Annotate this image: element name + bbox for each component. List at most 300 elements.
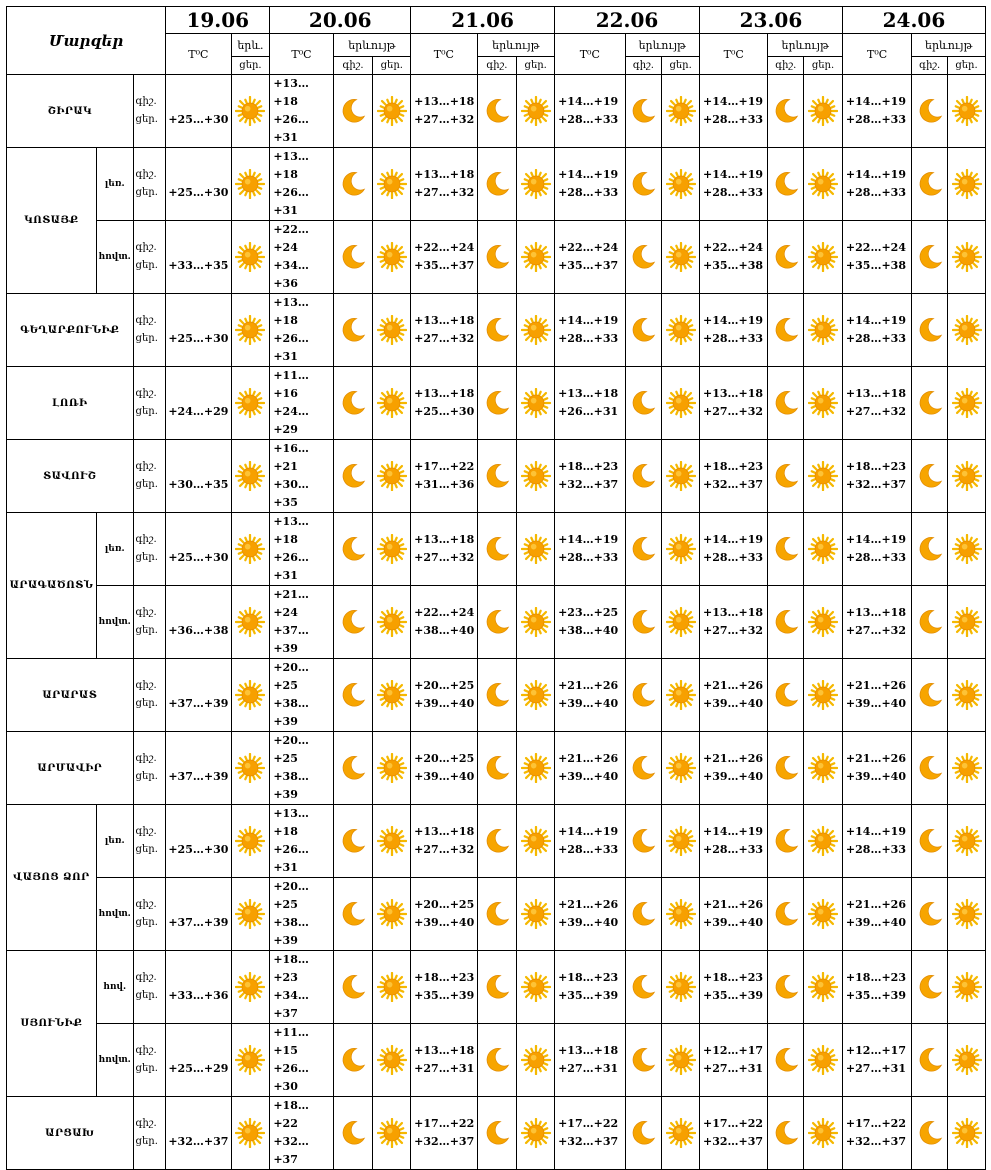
day-temperature: +24…+29 xyxy=(273,405,309,436)
day-temperature: +38…+40 xyxy=(558,624,619,637)
moon-icon xyxy=(912,243,947,271)
sun-icon xyxy=(948,315,985,345)
night-temperature: +17…+22 xyxy=(558,1117,619,1130)
temperature-cell xyxy=(555,148,625,221)
day-weather-cell xyxy=(373,732,411,805)
temp-header: T⁰C xyxy=(842,34,911,75)
night-temperature: +22…+24 xyxy=(703,241,764,254)
temperature-cell xyxy=(411,75,477,148)
day-temperature: +38…+39 xyxy=(273,697,309,728)
moon-icon xyxy=(478,754,517,782)
day-weather-cell xyxy=(804,440,843,513)
night-weather-cell xyxy=(768,75,804,148)
day-weather-cell xyxy=(948,805,986,878)
night-weather-cell xyxy=(477,878,517,951)
night-temperature: +14…+19 xyxy=(845,168,906,181)
day-weather-cell xyxy=(373,805,411,878)
moon-icon xyxy=(626,1046,662,1074)
night-weather-cell xyxy=(477,440,517,513)
sun-icon xyxy=(517,680,554,710)
sun-icon xyxy=(373,607,410,637)
day-header: ցեր. xyxy=(662,57,700,75)
night-temperature: +12…+17 xyxy=(703,1044,764,1057)
day-label: ցեր. xyxy=(135,990,158,1001)
temperature-cell xyxy=(700,1097,768,1170)
day-temperature: +27…+32 xyxy=(414,843,475,856)
night-weather-cell xyxy=(912,878,948,951)
moon-icon xyxy=(626,608,662,636)
night-temperature: +13…+18 xyxy=(414,825,475,838)
temperature-range: +25…+30 xyxy=(166,148,231,221)
night-temperature: +17…+22 xyxy=(845,1117,906,1130)
day-weather-cell xyxy=(231,75,270,148)
temperature-cell xyxy=(270,221,333,294)
day-temperature: +35…+37 xyxy=(414,259,475,272)
temperature-cell xyxy=(270,367,333,440)
temperature-cell xyxy=(700,805,768,878)
day-weather-cell xyxy=(373,75,411,148)
day-weather-cell xyxy=(948,513,986,586)
table-row xyxy=(7,586,986,659)
day-label: ցեր. xyxy=(135,479,158,490)
day-temperature: +28…+33 xyxy=(558,551,619,564)
moon-icon xyxy=(334,243,373,271)
day-weather-cell xyxy=(804,1024,843,1097)
day-weather-cell xyxy=(373,367,411,440)
temperature-cell xyxy=(555,75,625,148)
day-weather-cell xyxy=(948,586,986,659)
night-weather-cell xyxy=(912,294,948,367)
day-weather-cell xyxy=(662,221,700,294)
day-temperature: +35…+37 xyxy=(558,259,619,272)
day-weather-cell xyxy=(373,951,411,1024)
day-weather-cell xyxy=(231,732,270,805)
temperature-cell xyxy=(842,1024,911,1097)
temperature-cell xyxy=(842,513,911,586)
night-temperature: +21…+26 xyxy=(845,752,906,765)
temperature-cell xyxy=(700,440,768,513)
day-weather-cell xyxy=(948,221,986,294)
sun-icon xyxy=(804,1118,842,1148)
night-weather-cell xyxy=(477,148,517,221)
day-temperature: +27…+31 xyxy=(558,1062,619,1075)
sun-icon xyxy=(373,972,410,1002)
phenomenon-header: երևույթ xyxy=(477,34,555,57)
day-temperature: +26…+31 xyxy=(273,332,309,363)
temperature-cell xyxy=(700,732,768,805)
moon-icon xyxy=(478,827,517,855)
night-header: գիշ. xyxy=(477,57,517,75)
day-temperature: +39…+40 xyxy=(414,916,475,929)
night-weather-cell xyxy=(912,732,948,805)
sun-icon xyxy=(232,826,270,856)
moon-icon xyxy=(626,243,662,271)
sun-icon xyxy=(232,461,270,491)
day-temperature: +28…+33 xyxy=(703,186,764,199)
moon-icon xyxy=(912,1046,947,1074)
day-temperature: +38…+39 xyxy=(273,770,309,801)
day-header: ցեր. xyxy=(231,57,270,75)
sun-icon xyxy=(517,753,554,783)
temperature-cell xyxy=(842,805,911,878)
sun-icon xyxy=(662,388,699,418)
night-temperature: +22…+24 xyxy=(414,241,475,254)
subregion-label: հով. xyxy=(96,951,133,1024)
day-temperature: +28…+33 xyxy=(845,843,906,856)
night-label: գիշ. xyxy=(135,169,157,180)
day-temperature: +28…+33 xyxy=(558,843,619,856)
day-weather-cell xyxy=(373,1097,411,1170)
night-temperature: +21…+26 xyxy=(703,752,764,765)
night-weather-cell xyxy=(477,294,517,367)
day-temperature: +39…+40 xyxy=(703,770,764,783)
table-header xyxy=(7,7,986,75)
moon-icon xyxy=(768,316,803,344)
date-header: 19.06 xyxy=(166,7,270,34)
day-label: ցեր. xyxy=(135,1136,158,1147)
temperature-cell xyxy=(411,1097,477,1170)
day-weather-cell xyxy=(948,878,986,951)
day-temperature: +27…+32 xyxy=(703,405,764,418)
moon-icon xyxy=(912,973,947,1001)
night-weather-cell xyxy=(912,951,948,1024)
night-temperature: +13…+18 xyxy=(273,807,309,838)
moon-icon xyxy=(334,1119,373,1147)
temperature-cell xyxy=(555,1024,625,1097)
day-weather-cell xyxy=(804,805,843,878)
moon-icon xyxy=(626,827,662,855)
sun-icon xyxy=(232,534,270,564)
temperature-cell xyxy=(270,659,333,732)
night-temperature: +13…+18 xyxy=(558,1044,619,1057)
day-temperature: +38…+40 xyxy=(414,624,475,637)
day-weather-cell xyxy=(948,440,986,513)
sun-icon xyxy=(517,388,554,418)
period-labels xyxy=(133,221,166,294)
night-label: գիշ. xyxy=(135,315,157,326)
temperature-cell xyxy=(555,1097,625,1170)
sun-icon xyxy=(232,169,270,199)
sun-icon xyxy=(804,461,842,491)
day-weather-cell xyxy=(948,732,986,805)
sun-icon xyxy=(373,1118,410,1148)
day-header: ցեր. xyxy=(948,57,986,75)
temperature-cell xyxy=(411,513,477,586)
night-temperature: +18…+23 xyxy=(273,953,309,984)
temperature-cell xyxy=(555,586,625,659)
day-weather-cell xyxy=(662,148,700,221)
temperature-cell xyxy=(270,878,333,951)
day-weather-cell xyxy=(231,513,270,586)
day-temperature: +28…+33 xyxy=(845,186,906,199)
night-weather-cell xyxy=(625,805,662,878)
night-temperature: +13…+18 xyxy=(414,387,475,400)
night-temperature: +13…+18 xyxy=(558,387,619,400)
night-temperature: +14…+19 xyxy=(845,95,906,108)
night-weather-cell xyxy=(912,440,948,513)
night-label: գիշ. xyxy=(135,1118,157,1129)
temperature-cell xyxy=(842,75,911,148)
moon-icon xyxy=(334,535,373,563)
day-weather-cell xyxy=(662,367,700,440)
temperature-cell xyxy=(842,586,911,659)
temperature-cell xyxy=(411,148,477,221)
day-label: ցեր. xyxy=(135,771,158,782)
table-row xyxy=(7,75,986,148)
moon-icon xyxy=(478,973,517,1001)
sun-icon xyxy=(948,169,985,199)
moon-icon xyxy=(334,462,373,490)
temperature-cell xyxy=(700,659,768,732)
day-weather-cell xyxy=(373,878,411,951)
day-temperature: +31…+36 xyxy=(414,478,475,491)
day-weather-cell xyxy=(517,1024,555,1097)
night-weather-cell xyxy=(333,75,373,148)
moon-icon xyxy=(768,170,803,198)
sun-icon xyxy=(948,899,985,929)
day-weather-cell xyxy=(231,586,270,659)
temperature-cell xyxy=(842,1097,911,1170)
day-weather-cell xyxy=(662,1097,700,1170)
temperature-cell xyxy=(555,221,625,294)
temperature-cell xyxy=(555,367,625,440)
day-weather-cell xyxy=(804,294,843,367)
forecast-table xyxy=(6,6,986,1170)
moon-icon xyxy=(912,97,947,125)
sun-icon xyxy=(804,972,842,1002)
day-temperature: +27…+32 xyxy=(845,624,906,637)
day-temperature: +28…+33 xyxy=(845,332,906,345)
region-name: ԱՐԱՐԱՏ xyxy=(7,659,134,732)
day-temperature: +27…+31 xyxy=(703,1062,764,1075)
night-temperature: +13…+18 xyxy=(273,77,309,108)
period-labels xyxy=(133,440,166,513)
moon-icon xyxy=(626,900,662,928)
day-weather-cell xyxy=(662,1024,700,1097)
moon-icon xyxy=(626,97,662,125)
night-temperature: +20…+25 xyxy=(414,898,475,911)
night-temperature: +17…+22 xyxy=(414,460,475,473)
day-temperature: +32…+37 xyxy=(703,1135,764,1148)
moon-icon xyxy=(626,973,662,1001)
moon-icon xyxy=(334,316,373,344)
night-weather-cell xyxy=(912,367,948,440)
night-temperature: +14…+19 xyxy=(558,95,619,108)
region-name: ԱՐՑԱԽ xyxy=(7,1097,134,1170)
night-label: գիշ. xyxy=(135,461,157,472)
night-weather-cell xyxy=(333,367,373,440)
temperature-cell xyxy=(700,1024,768,1097)
temperature-range: +32…+37 xyxy=(166,1097,231,1170)
night-temperature: +13…+18 xyxy=(845,606,906,619)
night-temperature: +18…+23 xyxy=(845,460,906,473)
day-weather-cell xyxy=(517,440,555,513)
table-row xyxy=(7,732,986,805)
night-weather-cell xyxy=(477,367,517,440)
day-weather-cell xyxy=(373,294,411,367)
sun-icon xyxy=(948,242,985,272)
day-temperature: +30…+35 xyxy=(273,478,309,509)
table-row xyxy=(7,221,986,294)
day-temperature: +28…+33 xyxy=(703,113,764,126)
night-weather-cell xyxy=(625,1024,662,1097)
region-name: ՍՅՈՒՆԻՔ xyxy=(7,951,97,1097)
night-temperature: +14…+19 xyxy=(558,168,619,181)
temperature-cell xyxy=(270,805,333,878)
night-weather-cell xyxy=(477,951,517,1024)
day-weather-cell xyxy=(231,1024,270,1097)
night-temperature: +21…+26 xyxy=(703,679,764,692)
night-weather-cell xyxy=(768,367,804,440)
night-weather-cell xyxy=(625,951,662,1024)
temperature-range: +25…+29 xyxy=(166,1024,231,1097)
temperature-cell xyxy=(555,513,625,586)
night-weather-cell xyxy=(477,1097,517,1170)
night-temperature: +20…+25 xyxy=(273,880,309,911)
sun-icon xyxy=(373,753,410,783)
region-name: ԿՈՏԱՅՔ xyxy=(7,148,97,294)
date-header: 24.06 xyxy=(842,7,985,34)
night-weather-cell xyxy=(768,1024,804,1097)
sun-icon xyxy=(232,680,270,710)
moon-icon xyxy=(912,170,947,198)
temperature-range: +24…+29 xyxy=(166,367,231,440)
moon-icon xyxy=(478,170,517,198)
night-weather-cell xyxy=(333,513,373,586)
sun-icon xyxy=(948,534,985,564)
day-header: ցեր. xyxy=(804,57,843,75)
night-temperature: +14…+19 xyxy=(703,825,764,838)
sun-icon xyxy=(948,753,985,783)
day-weather-cell xyxy=(804,586,843,659)
night-temperature: +13…+18 xyxy=(273,515,309,546)
sun-icon xyxy=(662,826,699,856)
day-temperature: +34…+37 xyxy=(273,989,309,1020)
day-weather-cell xyxy=(662,878,700,951)
day-label: ցեր. xyxy=(135,625,158,636)
table-row xyxy=(7,1024,986,1097)
night-temperature: +13…+18 xyxy=(414,95,475,108)
day-weather-cell xyxy=(231,1097,270,1170)
sun-icon xyxy=(804,607,842,637)
sun-icon xyxy=(662,315,699,345)
temperature-cell xyxy=(700,367,768,440)
day-weather-cell xyxy=(662,440,700,513)
night-label: գիշ. xyxy=(135,388,157,399)
sun-icon xyxy=(517,242,554,272)
moon-icon xyxy=(478,462,517,490)
subregion-label: լեռ. xyxy=(96,805,133,878)
temperature-cell xyxy=(270,732,333,805)
moon-icon xyxy=(912,1119,947,1147)
day-label: ցեր. xyxy=(135,333,158,344)
sun-icon xyxy=(662,899,699,929)
temperature-cell xyxy=(555,951,625,1024)
sun-icon xyxy=(517,96,554,126)
sun-icon xyxy=(517,1118,554,1148)
sun-icon xyxy=(948,972,985,1002)
sun-icon xyxy=(517,169,554,199)
night-weather-cell xyxy=(333,805,373,878)
table-row xyxy=(7,440,986,513)
night-temperature: +18…+23 xyxy=(558,460,619,473)
sun-icon xyxy=(232,1118,270,1148)
sun-icon xyxy=(948,1118,985,1148)
temperature-cell xyxy=(700,148,768,221)
moon-icon xyxy=(626,462,662,490)
day-label: ցեր. xyxy=(135,698,158,709)
sun-icon xyxy=(373,315,410,345)
day-temperature: +32…+37 xyxy=(845,1135,906,1148)
moon-icon xyxy=(912,389,947,417)
temperature-cell xyxy=(411,294,477,367)
night-weather-cell xyxy=(912,659,948,732)
moon-icon xyxy=(768,97,803,125)
table-row xyxy=(7,805,986,878)
day-temperature: +27…+32 xyxy=(414,113,475,126)
night-weather-cell xyxy=(477,75,517,148)
temperature-cell xyxy=(700,75,768,148)
night-weather-cell xyxy=(768,732,804,805)
sun-icon xyxy=(804,899,842,929)
day-weather-cell xyxy=(517,294,555,367)
phenomenon-header: երև. xyxy=(231,34,270,57)
night-label: գիշ. xyxy=(135,1045,157,1056)
day-weather-cell xyxy=(231,148,270,221)
temperature-range: +25…+30 xyxy=(166,805,231,878)
night-temperature: +16…+21 xyxy=(273,442,309,473)
sun-icon xyxy=(232,315,270,345)
sun-icon xyxy=(373,826,410,856)
sun-icon xyxy=(373,1045,410,1075)
day-temperature: +26…+31 xyxy=(558,405,619,418)
day-weather-cell xyxy=(231,440,270,513)
temperature-cell xyxy=(411,951,477,1024)
sun-icon xyxy=(232,242,270,272)
day-temperature: +35…+39 xyxy=(414,989,475,1002)
moon-icon xyxy=(334,754,373,782)
sun-icon xyxy=(804,753,842,783)
temp-header: T⁰C xyxy=(700,34,768,75)
night-weather-cell xyxy=(768,440,804,513)
day-temperature: +27…+31 xyxy=(414,1062,475,1075)
night-weather-cell xyxy=(912,221,948,294)
day-weather-cell xyxy=(373,440,411,513)
table-body xyxy=(7,75,986,1170)
subregion-label: հովտ. xyxy=(96,221,133,294)
sun-icon xyxy=(373,388,410,418)
night-weather-cell xyxy=(625,659,662,732)
day-label: ցեր. xyxy=(135,1063,158,1074)
day-weather-cell xyxy=(517,659,555,732)
subregion-label: հովտ. xyxy=(96,878,133,951)
night-temperature: +22…+24 xyxy=(845,241,906,254)
night-temperature: +18…+23 xyxy=(558,971,619,984)
sun-icon xyxy=(517,899,554,929)
sun-icon xyxy=(232,1045,270,1075)
moon-icon xyxy=(478,535,517,563)
temperature-cell xyxy=(842,659,911,732)
moon-icon xyxy=(334,973,373,1001)
moon-icon xyxy=(334,389,373,417)
phenomenon-header: երևույթ xyxy=(912,34,986,57)
temperature-cell xyxy=(411,805,477,878)
day-weather-cell xyxy=(373,659,411,732)
temperature-cell xyxy=(270,1097,333,1170)
period-labels xyxy=(133,951,166,1024)
day-weather-cell xyxy=(373,513,411,586)
day-temperature: +26…+31 xyxy=(273,843,309,874)
